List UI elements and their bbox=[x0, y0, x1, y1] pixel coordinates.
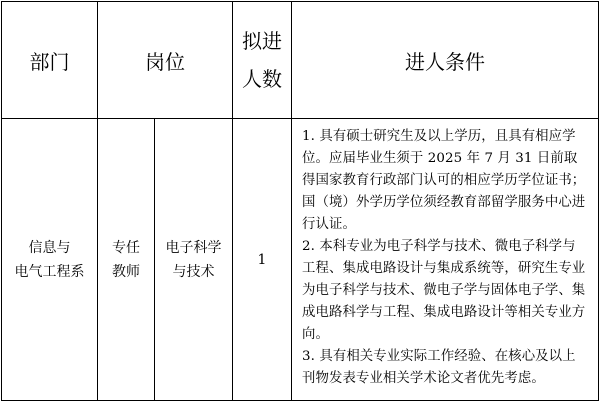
post-type-line2: 教师 bbox=[112, 263, 140, 280]
header-dept: 部门 bbox=[2, 2, 98, 119]
major-line1: 电子科学 bbox=[165, 239, 222, 256]
header-count-line2: 人数 bbox=[242, 67, 282, 91]
requirement-item: 1. 具有硕士研究生及以上学历，且具有相应学位。应届毕业生须于 2025 年 7 月 31 日前取得国家教育行政部门认可的相应学历学位证书；国（境）外学历学位须经教育部留学服务中心进行认证。 bbox=[302, 129, 586, 232]
cell-major bbox=[155, 119, 233, 401]
recruitment-table bbox=[1, 1, 599, 401]
dept-line2: 电气工程系 bbox=[14, 263, 85, 280]
requirement-item: 2. 本科专业为电子科学与技术、微电子科学与工程、集成电路设计与集成系统等，研究生专业为电子科学与技术、微电子学与固体电子学、集成电路科学与工程、集成电路设计等相关专业方向。 bbox=[302, 239, 586, 342]
cell-post-type bbox=[98, 119, 155, 401]
major-line2: 与技术 bbox=[172, 263, 215, 280]
header-position: 岗位 bbox=[98, 2, 233, 119]
header-row bbox=[2, 2, 599, 119]
cell-count: 1 bbox=[233, 119, 292, 401]
dept-line1: 信息与 bbox=[28, 239, 71, 256]
requirement-item: 3. 具有相关专业实际工作经验、在核心及以上刊物发表专业相关学术论文者优先考虑。 bbox=[302, 349, 576, 386]
cell-requirements bbox=[292, 119, 599, 401]
cell-dept bbox=[2, 119, 98, 401]
post-type-line1: 专任 bbox=[112, 239, 140, 256]
table-row bbox=[2, 119, 599, 401]
header-count bbox=[233, 2, 292, 119]
header-count-line1: 拟进 bbox=[242, 29, 282, 53]
header-requirements: 进人条件 bbox=[292, 2, 599, 119]
